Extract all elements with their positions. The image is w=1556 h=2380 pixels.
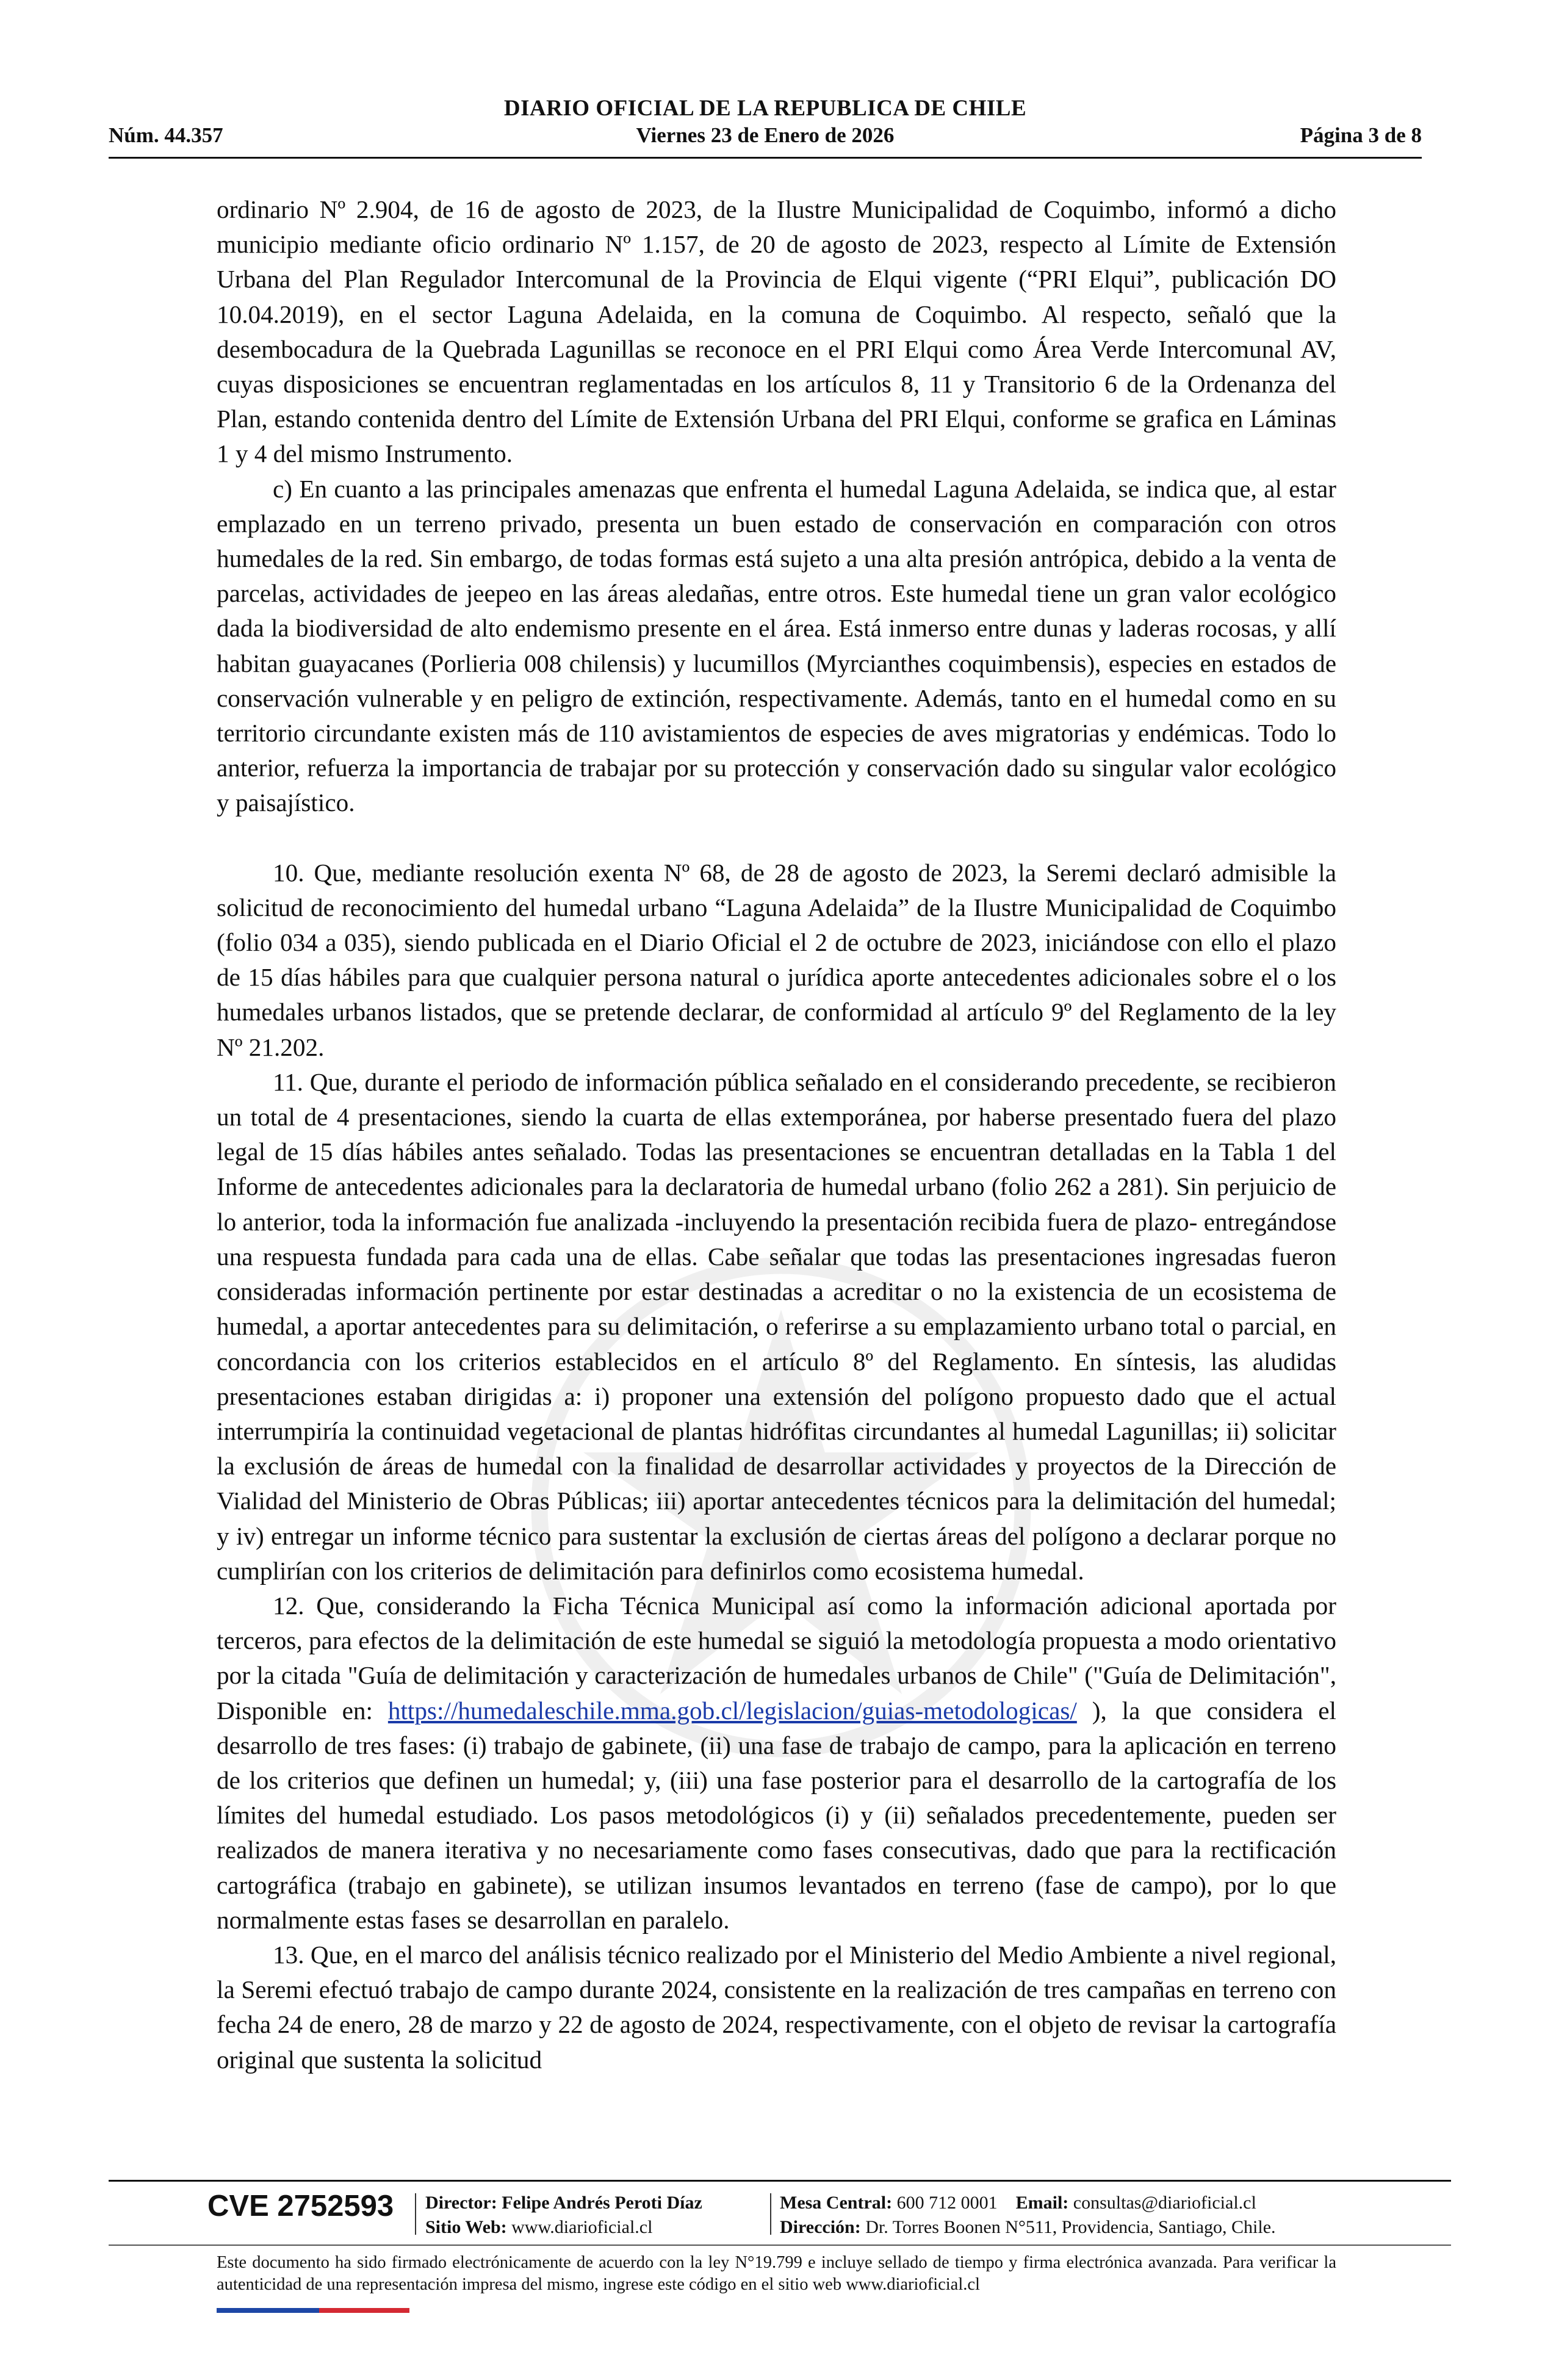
website[interactable]: www.diarioficial.cl (511, 2217, 653, 2237)
document-body (217, 192, 1336, 2077)
address-label: Dirección: (780, 2217, 861, 2237)
footer-director-block (425, 2191, 702, 2240)
director-name: Felipe Andrés Peroti Díaz (502, 2193, 702, 2213)
footer-separator (770, 2193, 771, 2235)
footer-divider (109, 2180, 1451, 2182)
paragraph-13: 13. Que, en el marco del análisis técnico realizado por el Ministerio del Medio Ambiente a nivel regional, la Seremi efectuó trabajo de campo durante 2024, consistente en la realización de tres campañas en terreno con fecha 24 de enero, 28 de marzo y 22 de agosto de 2024, respectivamente, con el objeto de revisar la cartografía original que sustenta la solicitud (217, 1940, 1336, 2074)
email-label: Email: (1015, 2193, 1069, 2213)
phone: 600 712 0001 (896, 2193, 998, 2213)
issue-date: Viernes 23 de Enero de 2026 (636, 123, 895, 147)
page-number: Página 3 de 8 (1300, 123, 1422, 147)
website-label: Sitio Web: (425, 2217, 507, 2237)
paragraph-12-text-start: 12. Que, considerando la Ficha Técnica Municipal así como la información adicional aportada por terceros, para efectos de la delimitación de este humedal se siguió la metodología propuesta a modo orientativo por la citada "Guía de delimitación y caracterización de humedales urbanos de Chile" ("Guía de Delimitación", Disponible en: (217, 1591, 1336, 1725)
header-divider (109, 157, 1422, 159)
page-header (109, 93, 1422, 154)
paragraph-10: 10. Que, mediante resolución exenta Nº 68, de 28 de agosto de 2023, la Seremi declaró admisible la solicitud de reconocimiento del humedal urbano “Laguna Adelaida” de la Ilustre Municipalidad de Coquimbo (folio 034 a 035), siendo publicada en el Diario Oficial el 2 de octubre de 2023, iniciándose con ello el plazo de 15 días hábiles para que cualquier persona natural o jurídica aporte antecedentes adicionales sobre el o los humedales urbanos listados, que se pretende declarar, de conformidad al artículo 9º del Reglamento de la ley Nº 21.202. (217, 858, 1336, 1061)
footer-separator (415, 2193, 416, 2235)
phone-label: Mesa Central: (780, 2193, 893, 2213)
cve-code: CVE 2752593 (207, 2190, 394, 2223)
flag-stripe-red (319, 2308, 409, 2313)
paragraph-11: 11. Que, durante el periodo de información pública señalado en el considerando precedente, se recibieron un total de 4 presentaciones, siendo la cuarta de ellas extemporánea, por haberse presentado fuera del plazo legal de 15 días hábiles antes señalado. Todas las presentaciones se encuentran detalladas en la Tabla 1 del Informe de antecedentes adicionales para la declaratoria de humedal urbano (folio 262 a 281). Sin perjuicio de lo anterior, toda la información fue analizada -incluyendo la presentación recibida fuera de plazo- entregándose una respuesta fundada para cada una de ellas. Cabe señalar que todas las presentaciones ingresadas fueron consideradas información pertinente por estar destinadas a acreditar o no la existencia de un ecosistema de humedal, a aportar antecedentes para su delimitación, o referirse a su emplazamiento urbano total o parcial, en concordancia con los criterios establecidos en el artículo 8º del Reglamento. En síntesis, las aludidas presentaciones estaban dirigidas a: i) proponer una extensión del polígono propuesto dado que el actual interrumpiría la continuidad vegetacional de plantas hidrófitas circundantes al humedal Lagunillas; ii) solicitar la exclusión de áreas de humedal con la finalidad de desarrollar actividades y proyectos de la Dirección de Vialidad del Ministerio de Obras Públicas; iii) aportar antecedentes técnicos para la delimitación del humedal; y iv) entregar un informe técnico para sustentar la exclusión de ciertas áreas del polígono a declarar porque no cumplirían con los criterios de delimitación para definirlos como ecosistema humedal. (217, 1067, 1336, 1585)
address: Dr. Torres Boonen N°511, Providencia, Santiago, Chile. (865, 2217, 1276, 2237)
footer-contact-block (780, 2191, 1276, 2240)
email[interactable]: consultas@diarioficial.cl (1073, 2193, 1256, 2213)
issue-number: Núm. 44.357 (109, 123, 223, 147)
paragraph-12 (217, 1588, 1336, 1938)
newspaper-title: DIARIO OFICIAL DE LA REPUBLICA DE CHILE (503, 96, 1027, 121)
flag-stripe-blue (217, 2308, 319, 2313)
paragraph-12-text-end: ), la que considera el desarrollo de tres fases: (i) trabajo de gabinete, (ii) una fase de trabajo de campo, para la aplicación en terreno de los criterios que definen un humedal; y, (iii) una fase posterior para el desarrollo de la cartografía de los límites del humedal estudiado. Los pasos metodológicos (i) y (ii) señalados precedentemente, pueden ser realizados de manera iterativa y no necesariamente como fases consecutivas, dado que para la rectificación cartográfica (trabajo en gabinete), se utilizan insumos levantados en terreno (fase de campo), por lo que normalmente estas fases se desarrollan en paralelo. (217, 1696, 1337, 1934)
paragraph-c: c) En cuanto a las principales amenazas que enfrenta el humedal Laguna Adelaida, se indica que, al estar emplazado en un terreno privado, presenta un buen estado de conservación en comparación con otros humedales de la red. Sin embargo, de todas formas está sujeto a una alta presión antrópica, debido a la venta de parcelas, actividades de jeepeo en las áreas aledañas, entre otros. Este humedal tiene un gran valor ecológico dada la biodiversidad de alto endemismo presente en el área. Está inmerso entre dunas y laderas rocosas, y allí habitan guayacanes (Porlieria 008 chilensis) y lucumillos (Myrcianthes coquimbensis), especies en estados de conservación vulnerable y en peligro de extinción, respectivamente. Además, tanto en el humedal como en su territorio circundante existen más de 110 avistamientos de especies de aves migratorias y endémicas. Todo lo anterior, refuerza la importancia de trabajar por su protección y conservación dado su singular valor ecológico y paisajístico. (217, 474, 1336, 817)
signature-notice: Este documento ha sido firmado electrónicamente de acuerdo con la ley N°19.799 e incluye sellado de tiempo y firma electrónica avanzada. Para verificar la autenticidad de una representación impresa del mismo, ingrese este código en el sitio web www.diarioficial.cl (217, 2253, 1336, 2294)
paragraph-continuation: ordinario Nº 2.904, de 16 de agosto de 2023, de la Ilustre Municipalidad de Coquimbo, informó a dicho municipio mediante oficio ordinario Nº 1.157, de 20 de agosto de 2023, respecto al Límite de Extensión Urbana del Plan Regulador Intercomunal de la Provincia de Elqui vigente (“PRI Elqui”, publicación DO 10.04.2019), en el sector Laguna Adelaida, en la comuna de Coquimbo. Al respecto, señaló que la desembocadura de la Quebrada Lagunillas se reconoce en el PRI Elqui como Área Verde Intercomunal AV, cuyas disposiciones se encuentran reglamentadas en los artículos 8, 11 y Transitorio 6 de la Ordenanza del Plan, estando contenida dentro del Límite de Extensión Urbana del PRI Elqui, conforme se grafica en Láminas 1 y 4 del mismo Instrumento. (217, 195, 1336, 468)
footer-divider-2 (109, 2245, 1451, 2246)
director-label: Director: (425, 2193, 497, 2213)
guide-link[interactable]: https://humedaleschile.mma.gob.cl/legislacion/guias-metodologicas/ (387, 1696, 1077, 1725)
